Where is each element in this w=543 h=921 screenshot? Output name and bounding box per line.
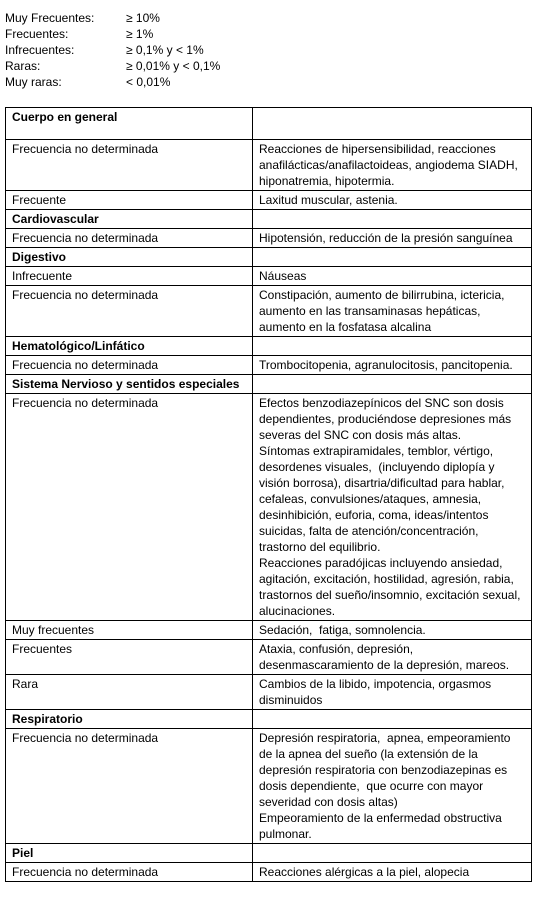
legend-row <box>5 26 220 42</box>
frequency-cell: Frecuencia no determinada <box>6 863 253 882</box>
section-title: Hematológico/Linfático <box>6 337 253 356</box>
legend-label: Frecuentes: <box>5 27 69 41</box>
legend-value: ≥ 0,1% y < 1% <box>126 43 204 57</box>
frequency-cell: Frecuencia no determinada <box>6 394 253 621</box>
section-title: Cardiovascular <box>6 210 253 229</box>
frequency-cell: Frecuencia no determinada <box>6 286 253 337</box>
frequency-cell: Frecuencia no determinada <box>6 729 253 844</box>
reaction-cell: Efectos benzodiazepínicos del SNC son dosis dependientes, produciéndose depresiones más severas del SNC con dosis más altas. Síntomas extrapiramidales, temblor, vértigo, desordenes visuales, (incluyendo diplopía y visión borrosa), disartria/dificultad para hablar, cefaleas, convulsiones/ataques, amnesia, desinhibición, euforia, coma, ideas/intentos suicidas, falta de atención/concentración, trastorno del equilibrio. Reacciones paradójicas incluyendo ansiedad, agitación, excitación, hostilidad, agresión, rabia, trastornos del sueño/insomnio, excitación sexual, alucinaciones. <box>253 394 532 621</box>
legend-value: ≥ 0,01% y < 0,1% <box>126 59 221 73</box>
legend-value: ≥ 10% <box>126 11 160 25</box>
frequency-cell: Muy frecuentes <box>6 621 253 640</box>
reaction-cell: Laxitud muscular, astenia. <box>253 191 532 210</box>
legend-row <box>5 10 220 26</box>
reaction-cell <box>253 844 532 863</box>
reaction-cell <box>253 248 532 267</box>
section-title: Respiratorio <box>6 710 253 729</box>
reaction-cell: Sedación, fatiga, somnolencia. <box>253 621 532 640</box>
table-row <box>6 675 532 710</box>
reaction-cell: Trombocitopenia, agranulocitosis, pancitopenia. <box>253 356 532 375</box>
table-row <box>6 140 532 191</box>
table-row <box>6 191 532 210</box>
frequency-cell: Frecuencia no determinada <box>6 229 253 248</box>
legend-label: Muy Frecuentes: <box>5 11 95 25</box>
section-title: Digestivo <box>6 248 253 267</box>
reaction-cell <box>253 337 532 356</box>
legend-value: < 0,01% <box>126 75 171 89</box>
legend-row <box>5 42 220 58</box>
reaction-cell: Cambios de la libido, impotencia, orgasmos disminuidos <box>253 675 532 710</box>
adverse-reactions-table <box>5 107 532 882</box>
frequency-cell: Frecuencia no determinada <box>6 356 253 375</box>
table-row <box>6 286 532 337</box>
table-row <box>6 621 532 640</box>
frequency-cell: Frecuentes <box>6 640 253 675</box>
reaction-cell <box>253 210 532 229</box>
section-row <box>6 108 532 140</box>
section-row <box>6 337 532 356</box>
reaction-cell: Reacciones de hipersensibilidad, reacciones anafilácticas/anafilactoideas, angiodema SIADH, hiponatremia, hipotermia. <box>253 140 532 191</box>
legend-row <box>5 74 220 90</box>
section-title: Piel <box>6 844 253 863</box>
table-row <box>6 729 532 844</box>
table-row <box>6 394 532 621</box>
legend-label: Muy raras: <box>5 75 62 89</box>
reaction-cell <box>253 710 532 729</box>
frequency-legend <box>5 10 220 90</box>
legend-value: ≥ 1% <box>126 27 154 41</box>
table-row <box>6 356 532 375</box>
legend-label: Infrecuentes: <box>5 43 75 57</box>
frequency-cell: Rara <box>6 675 253 710</box>
section-row <box>6 248 532 267</box>
reaction-cell <box>253 108 532 140</box>
reaction-cell: Depresión respiratoria, apnea, empeoramiento de la apnea del sueño (la extensión de la depresión respiratoria con benzodiazepinas es dosis dependiente, que ocurre con mayor severidad con dosis altas) Empeoramiento de la enfermedad obstructiva pulmonar. <box>253 729 532 844</box>
frequency-cell: Infrecuente <box>6 267 253 286</box>
section-row <box>6 210 532 229</box>
table-row <box>6 267 532 286</box>
reaction-cell: Reacciones alérgicas a la piel, alopecia <box>253 863 532 882</box>
table-row <box>6 640 532 675</box>
section-title: Cuerpo en general <box>6 108 253 140</box>
reaction-cell: Náuseas <box>253 267 532 286</box>
table-row <box>6 863 532 882</box>
legend-label: Raras: <box>5 59 41 73</box>
frequency-cell: Frecuente <box>6 191 253 210</box>
section-title: Sistema Nervioso y sentidos especiales <box>6 375 253 394</box>
reaction-cell: Constipación, aumento de bilirrubina, ictericia, aumento en las transaminasas hepáticas, aumento en la fosfatasa alcalina <box>253 286 532 337</box>
legend-row <box>5 58 220 74</box>
section-row <box>6 844 532 863</box>
reaction-cell: Hipotensión, reducción de la presión sanguínea <box>253 229 532 248</box>
table-row <box>6 229 532 248</box>
reaction-cell: Ataxia, confusión, depresión, desenmascaramiento de la depresión, mareos. <box>253 640 532 675</box>
reaction-cell <box>253 375 532 394</box>
frequency-cell: Frecuencia no determinada <box>6 140 253 191</box>
section-row <box>6 375 532 394</box>
section-row <box>6 710 532 729</box>
